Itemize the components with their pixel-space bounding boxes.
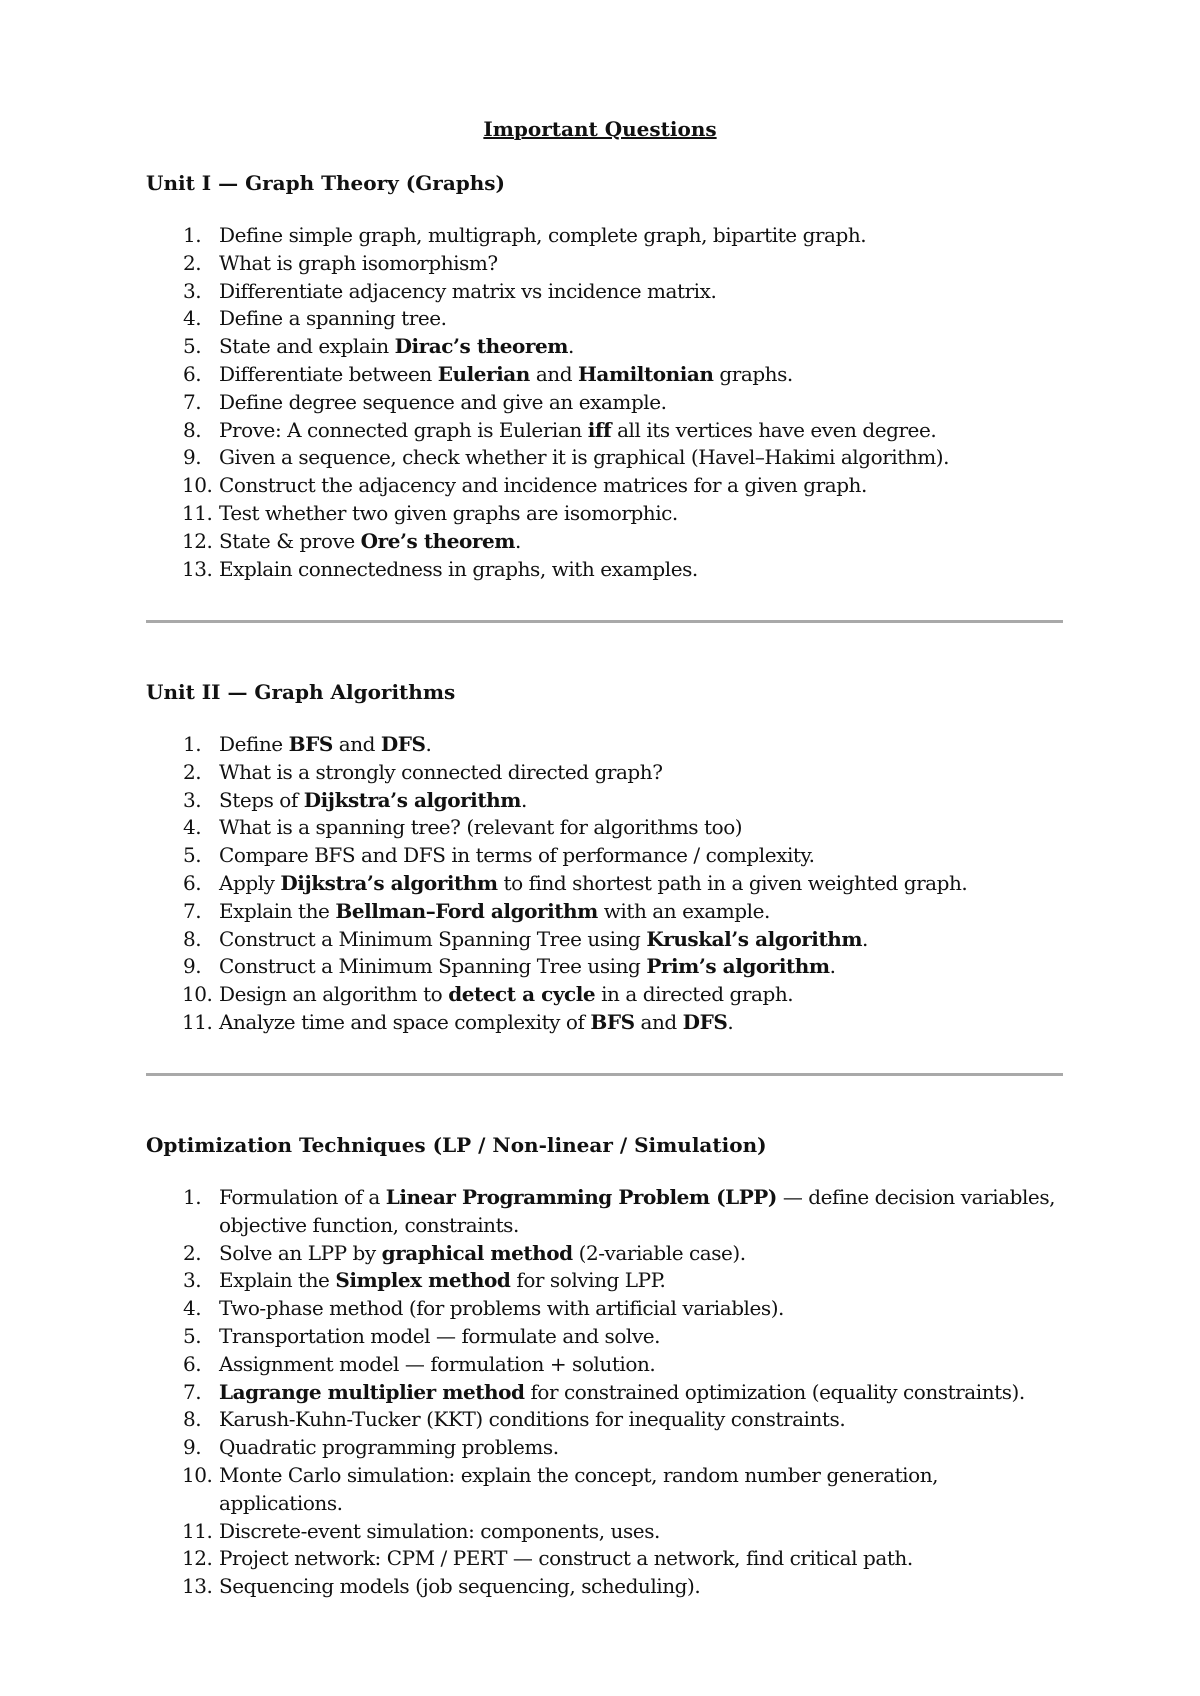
question-item [146, 759, 1066, 787]
question-text-segment: What is a strongly connected directed graph? [219, 759, 663, 784]
question-item [146, 250, 1066, 278]
question-text-segment: with an example. [597, 898, 770, 923]
document-title: Important Questions [483, 117, 717, 141]
question-text [219, 788, 527, 812]
question-text [219, 279, 716, 303]
question-item [146, 472, 1066, 500]
question-text-segment: . [829, 954, 836, 979]
question-number: 2. [183, 1240, 202, 1265]
question-text-segment: Design an algorithm to [219, 982, 449, 1007]
question-text-segment: . [862, 926, 868, 951]
section-unit-1 [146, 170, 1066, 583]
question-text [219, 334, 574, 358]
question-number: 5. [183, 334, 202, 359]
question-text-segment: Construct a Minimum Spanning Tree using [219, 954, 647, 979]
question-text-bold: DFS [682, 1009, 728, 1034]
question-text-segment: Explain the [219, 1268, 336, 1293]
question-text [219, 306, 447, 330]
question-item [146, 1323, 1066, 1351]
question-text [219, 445, 949, 469]
question-item [146, 222, 1066, 250]
question-text-segment: Differentiate adjacency matrix vs incidence matrix. [219, 278, 717, 303]
question-item [146, 556, 1066, 584]
question-item [146, 1545, 1066, 1573]
question-text-segment: Test whether two given graphs are isomorphic. [219, 500, 678, 525]
question-number: 4. [183, 306, 202, 331]
section-unit-2 [146, 679, 1066, 1037]
question-text [219, 1296, 784, 1320]
question-text-segment: Apply [219, 870, 281, 895]
question-item [146, 1518, 1066, 1546]
question-item [146, 1379, 1066, 1407]
question-list [146, 1184, 1066, 1601]
section-divider [146, 620, 1063, 623]
question-text [219, 1463, 938, 1515]
question-text-bold: DFS [380, 732, 426, 756]
question-text [219, 390, 667, 414]
question-item [146, 500, 1066, 528]
question-item [146, 1406, 1066, 1434]
section-heading: Unit I — Graph Theory (Graphs) [146, 171, 506, 195]
question-text-segment: State & prove [219, 528, 361, 553]
question-text [219, 501, 678, 525]
question-number: 1. [183, 732, 202, 756]
question-number: 11. [182, 1009, 213, 1034]
question-text-segment: Steps of [219, 787, 304, 812]
question-number: 13. [182, 556, 213, 581]
question-text-segment: . [567, 334, 574, 359]
question-text [219, 1380, 1025, 1404]
question-number: 2. [183, 759, 202, 784]
question-number: 7. [183, 389, 202, 414]
question-text [219, 1519, 660, 1543]
question-text-segment: . [727, 1009, 734, 1034]
question-text-segment: Analyze time and space complexity of [219, 1009, 591, 1034]
question-text-segment: Karush-Kuhn-Tucker (KKT) conditions for inequality constraints. [219, 1407, 846, 1432]
question-text-bold: Linear Programming Problem (LPP) [385, 1185, 777, 1209]
question-text-segment: Compare BFS and DFS in terms of performance / complexity. [219, 843, 815, 868]
question-number: 9. [183, 1435, 202, 1460]
question-item [146, 278, 1066, 306]
question-item [146, 361, 1066, 389]
question-item [146, 953, 1066, 981]
question-text-segment: Quadratic programming problems. [219, 1435, 559, 1460]
question-text-segment: Prove: A connected graph is Eulerian [219, 417, 588, 442]
question-number: 9. [183, 954, 202, 979]
question-text-bold: graphical method [381, 1240, 573, 1265]
question-number: 11. [182, 1518, 213, 1543]
question-text [219, 362, 793, 386]
question-number: 1. [183, 1185, 202, 1209]
question-text-segment: to find shortest path in a given weighted graph. [497, 870, 968, 895]
question-text [219, 899, 770, 923]
question-text-bold: Dirac’s theorem [394, 334, 568, 359]
question-item [146, 1462, 1066, 1518]
question-text [219, 843, 815, 867]
section-optimization [146, 1132, 1066, 1601]
question-list [146, 222, 1066, 583]
question-text-segment: and [529, 361, 578, 386]
question-text-bold: Bellman–Ford algorithm [335, 898, 598, 923]
question-text-segment: — define decision variables, objective function, constraints. [219, 1185, 1056, 1237]
section-heading: Optimization Techniques (LP / Non-linear / Simulation) [146, 1133, 767, 1157]
question-text-bold: Hamiltonian [577, 361, 714, 386]
question-text-segment: State and explain [219, 334, 395, 359]
question-text [219, 223, 866, 247]
question-number: 10. [182, 1462, 213, 1487]
question-number: 6. [183, 1351, 202, 1376]
question-number: 13. [182, 1574, 213, 1599]
question-text-segment: Construct a Minimum Spanning Tree using [219, 926, 647, 951]
question-text-segment: Define [219, 732, 289, 756]
question-text-segment: . [425, 732, 432, 756]
question-item [146, 1434, 1066, 1462]
question-number: 4. [183, 1296, 202, 1321]
question-text-segment: Project network: CPM / PERT — construct a network, find critical path. [219, 1546, 913, 1571]
question-item [146, 1295, 1066, 1323]
question-text-bold: Dijkstra’s algorithm [280, 870, 498, 895]
question-item [146, 1184, 1066, 1240]
question-text-segment: . [514, 528, 521, 553]
question-text [219, 732, 431, 756]
question-text-segment: Two-phase method (for problems with artificial variables). [219, 1296, 784, 1321]
question-item [146, 898, 1066, 926]
question-number: 8. [183, 1407, 202, 1432]
question-text-bold: BFS [288, 732, 333, 756]
question-text [219, 1324, 660, 1348]
question-text [219, 251, 498, 275]
question-text-segment: Construct the adjacency and incidence matrices for a given graph. [219, 473, 867, 498]
question-item [146, 333, 1066, 361]
question-text [219, 529, 521, 553]
question-text-segment: Solve an LPP by [219, 1240, 382, 1265]
section-heading: Unit II — Graph Algorithms [146, 680, 456, 704]
question-number: 6. [183, 870, 202, 895]
question-item [146, 1573, 1066, 1601]
question-number: 3. [183, 278, 202, 303]
question-text [219, 1546, 913, 1570]
question-item [146, 1267, 1066, 1295]
question-number: 12. [182, 1546, 213, 1571]
question-text-segment: What is graph isomorphism? [219, 250, 498, 275]
section-divider [146, 1073, 1063, 1076]
question-number: 5. [183, 1323, 202, 1348]
question-number: 10. [182, 982, 213, 1007]
question-text [219, 1268, 665, 1292]
question-text-bold: iff [587, 417, 612, 442]
question-text [219, 1010, 733, 1034]
question-number: 8. [183, 417, 202, 442]
question-text-segment: Define a spanning tree. [219, 306, 447, 331]
question-number: 7. [183, 1379, 202, 1404]
question-text-segment: (2-variable case). [572, 1240, 746, 1265]
question-number: 10. [182, 473, 213, 498]
question-item [146, 528, 1066, 556]
question-number: 6. [183, 361, 202, 386]
question-item [146, 926, 1066, 954]
question-text-segment: Transportation model — formulate and solve. [219, 1323, 661, 1348]
question-text [219, 760, 663, 784]
question-number: 11. [182, 500, 213, 525]
question-item [146, 1009, 1066, 1037]
question-text [219, 557, 698, 581]
question-text-bold: Simplex method [335, 1268, 511, 1293]
question-text [219, 1185, 1055, 1237]
question-text-segment: Discrete-event simulation: components, uses. [219, 1518, 660, 1543]
question-text [219, 982, 793, 1006]
question-text-segment: graphs. [713, 361, 793, 386]
question-text-segment: Differentiate between [219, 361, 438, 386]
question-item [146, 981, 1066, 1009]
question-number: 9. [183, 445, 202, 470]
question-number: 3. [183, 787, 202, 812]
question-item [146, 305, 1066, 333]
question-item [146, 444, 1066, 472]
question-item [146, 389, 1066, 417]
question-text-segment: Sequencing models (job sequencing, scheduling). [219, 1574, 701, 1599]
question-text-bold: Prim’s algorithm [646, 954, 830, 979]
question-text [219, 1241, 746, 1265]
question-item [146, 814, 1066, 842]
question-text-bold: BFS [590, 1009, 635, 1034]
question-text-bold: Ore’s theorem [360, 528, 515, 553]
question-text-segment: Define simple graph, multigraph, complete graph, bipartite graph. [219, 223, 867, 247]
question-text [219, 1352, 655, 1376]
question-text [219, 473, 867, 497]
question-text-segment: What is a spanning tree? (relevant for algorithms too) [219, 815, 743, 840]
question-text-bold: Lagrange multiplier method [219, 1379, 525, 1404]
question-text-bold: Kruskal’s algorithm [646, 926, 863, 951]
question-text-segment: in a directed graph. [595, 982, 794, 1007]
question-text-bold: detect a cycle [448, 982, 596, 1007]
question-text-segment: and [332, 732, 381, 756]
question-number: 3. [183, 1268, 202, 1293]
question-item [146, 1240, 1066, 1268]
question-text-segment: Given a sequence, check whether it is graphical (Havel–Hakimi algorithm). [219, 445, 950, 470]
question-item [146, 1351, 1066, 1379]
question-number: 5. [183, 843, 202, 868]
question-text [219, 418, 936, 442]
question-item [146, 842, 1066, 870]
question-text-segment: Define degree sequence and give an example. [219, 389, 667, 414]
question-text [219, 954, 836, 978]
question-text-bold: Eulerian [437, 361, 530, 386]
question-number: 8. [183, 926, 202, 951]
question-text [219, 871, 967, 895]
question-item [146, 417, 1066, 445]
question-item [146, 870, 1066, 898]
question-text-segment: . [520, 787, 527, 812]
question-text [219, 815, 742, 839]
question-number: 2. [183, 250, 202, 275]
question-text-bold: Dijkstra’s algorithm [303, 787, 521, 812]
question-text-segment: Formulation of a [219, 1185, 386, 1209]
question-number: 7. [183, 898, 202, 923]
question-text-segment: all its vertices have even degree. [611, 417, 937, 442]
question-number: 12. [182, 528, 213, 553]
question-text-segment: for constrained optimization (equality constraints). [524, 1379, 1025, 1404]
question-text [219, 927, 868, 951]
question-number: 4. [183, 815, 202, 840]
question-text-segment: Explain the [219, 898, 336, 923]
question-text-segment: and [634, 1009, 683, 1034]
question-text [219, 1574, 700, 1598]
question-text [219, 1435, 559, 1459]
question-text-segment: Monte Carlo simulation: explain the concept, random number generation, applications. [219, 1462, 939, 1515]
question-text [219, 1407, 845, 1431]
question-text-segment: for solving LPP. [510, 1268, 666, 1293]
question-text-segment: Explain connectedness in graphs, with examples. [219, 556, 698, 581]
question-text-segment: Assignment model — formulation + solution. [219, 1351, 656, 1376]
question-list [146, 731, 1066, 1037]
question-item [146, 787, 1066, 815]
question-number: 1. [183, 223, 202, 247]
question-item [146, 731, 1066, 759]
